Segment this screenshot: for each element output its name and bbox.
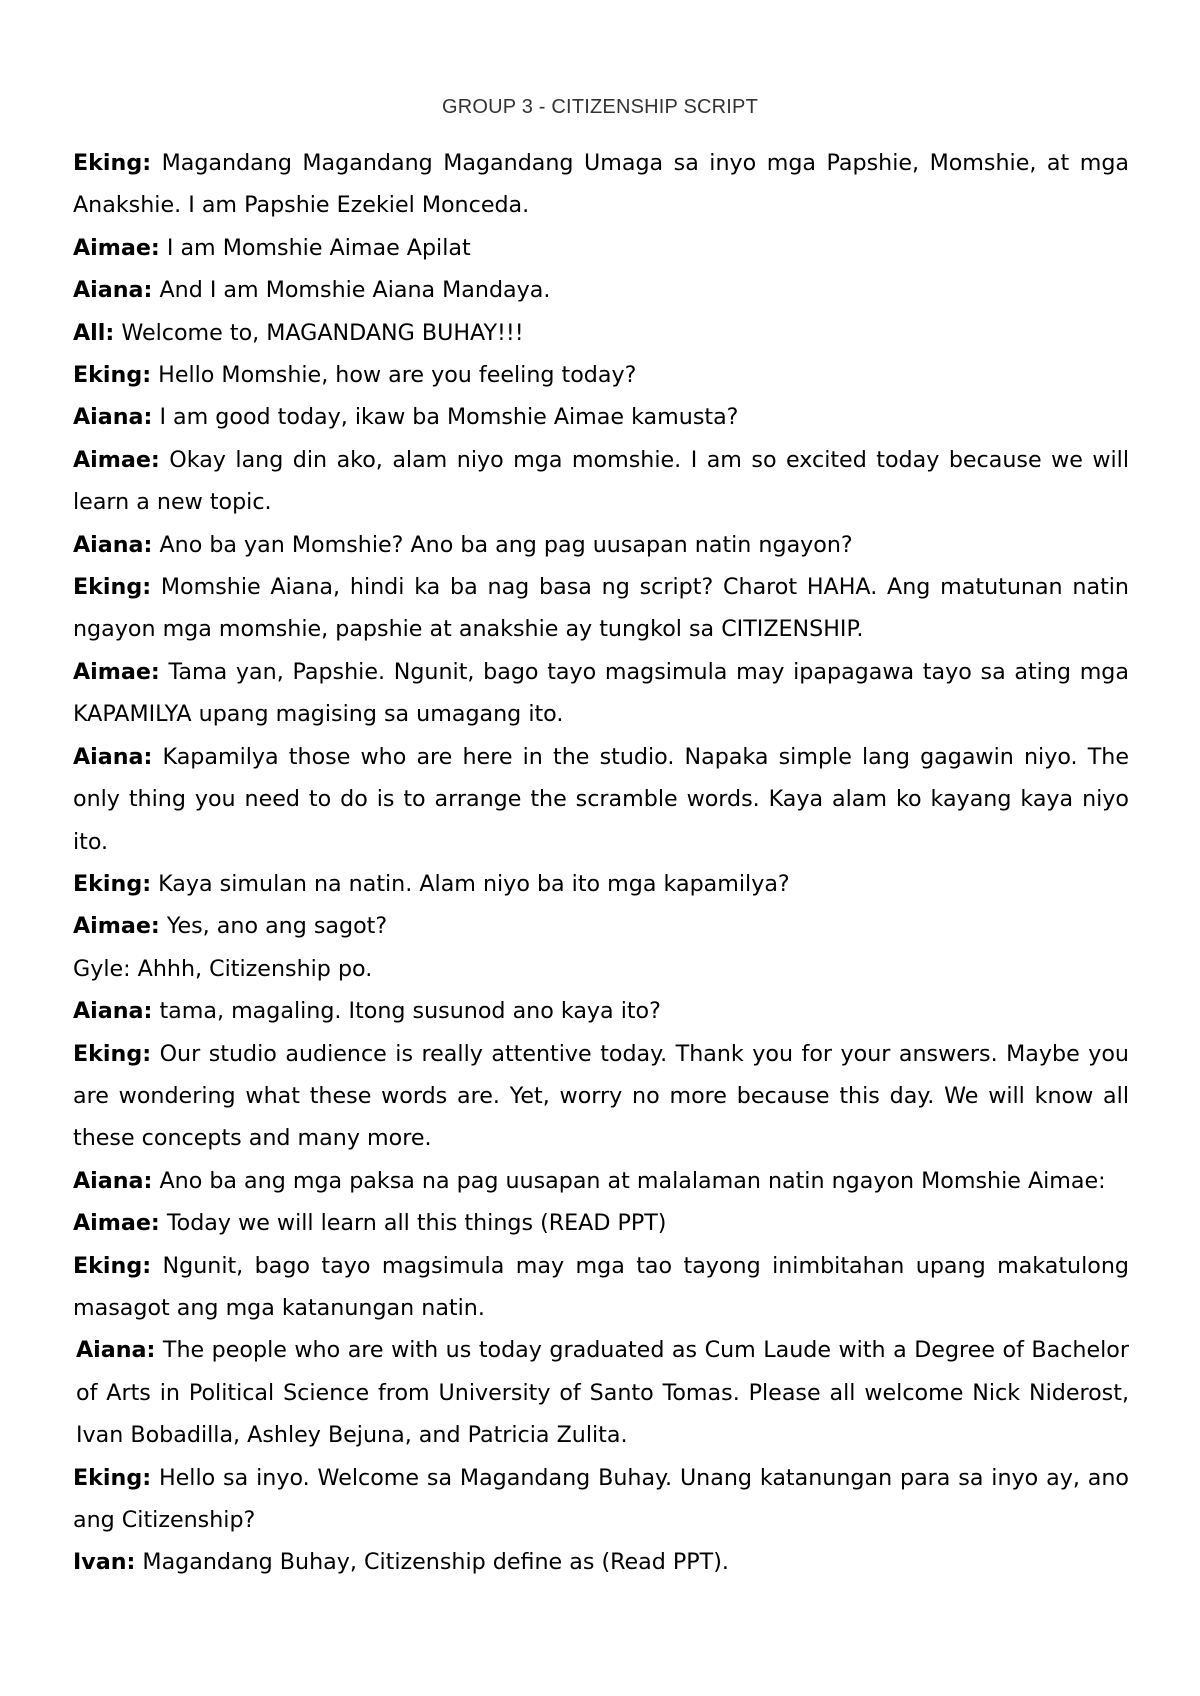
speaker-name: Eking: <box>73 150 152 176</box>
dialogue-text: I am good today, ikaw ba Momshie Aimae kamusta? <box>159 404 739 431</box>
speaker-name: Aimae: <box>73 658 160 685</box>
dialogue-line <box>73 566 1129 651</box>
speaker-name: Aimae: <box>73 1210 160 1237</box>
dialogue-line <box>73 1245 1129 1330</box>
dialogue-text: Ano ba yan Momshie? Ano ba ang pag uusapan natin ngayon? <box>159 531 853 558</box>
speaker-name: Aiana: <box>73 998 153 1025</box>
document-title: GROUP 3 - CITIZENSHIP SCRIPT <box>441 96 759 118</box>
speaker-name: Aiana: <box>73 277 153 304</box>
speaker-name: Aimae: <box>73 446 160 473</box>
dialogue-text: I am Momshie Aimae Apilat <box>166 234 471 261</box>
script-body <box>73 142 1129 1584</box>
dialogue-line <box>73 905 1129 947</box>
speaker-name: Eking: <box>73 870 152 897</box>
speaker-name: Aimae: <box>73 234 160 261</box>
dialogue-line <box>73 269 1129 311</box>
speaker-name: Eking: <box>73 1040 152 1067</box>
speaker-name: Eking: <box>73 1464 152 1491</box>
speaker-name: Eking: <box>73 1252 152 1279</box>
dialogue-text: Yes, ano ang sagot? <box>166 913 388 940</box>
dialogue-text: Kapamilya those who are here in the studio. Napaka simple lang gagawin niyo. The only thing you need to do is to arrange the scramble words. Kaya alam ko kayang kaya niyo ito. <box>73 743 1129 855</box>
dialogue-text: Hello Momshie, how are you feeling today? <box>158 362 637 389</box>
dialogue-text: Ngunit, bago tayo magsimula may mga tao tayong inimbitahan upang makatulong masagot ang mga katanungan natin. <box>73 1252 1130 1321</box>
speaker-name: Aimae: <box>73 913 160 940</box>
dialogue-text: Tama yan, Papshie. Ngunit, bago tayo magsimula may ipapagawa tayo sa ating mga KAPAMILYA upang magising sa umagang ito. <box>73 658 1129 728</box>
dialogue-text: Gyle: Ahhh, Citizenship po. <box>73 955 373 982</box>
dialogue-text: Kaya simulan na natin. Alam niyo ba ito mga kapamilya? <box>158 870 790 897</box>
speaker-name: Aiana: <box>73 743 153 770</box>
dialogue-text: Okay lang din ako, alam niyo mga momshie. I am so excited today because we will learn a new topic. <box>73 446 1129 516</box>
dialogue-line <box>73 651 1129 736</box>
dialogue-line <box>73 142 1129 227</box>
dialogue-line <box>73 863 1129 905</box>
dialogue-text: Magandang Magandang Magandang Umaga sa inyo mga Papshie, Momshie, at mga Anakshie. I am Papshie Ezekiel Monceda. <box>73 150 1129 219</box>
dialogue-text: Our studio audience is really attentive today. Thank you for your answers. Maybe you are wondering what these words are. Yet, worry no more because this day. We will know all these concepts and many more. <box>73 1040 1129 1152</box>
dialogue-text: Momshie Aiana, hindi ka ba nag basa ng script? Charot HAHA. Ang matutunan natin ngayon mga momshie, papshie at anakshie ay tungkol sa CITIZENSHIP. <box>73 574 1129 643</box>
dialogue-line <box>73 1541 1129 1583</box>
dialogue-line <box>73 396 1129 438</box>
speaker-name: All: <box>73 319 115 346</box>
dialogue-text: Ano ba ang mga paksa na pag uusapan at malalaman natin ngayon Momshie Aimae: <box>159 1167 1106 1194</box>
dialogue-line <box>73 354 1129 396</box>
dialogue-text: Hello sa inyo. Welcome sa Magandang Buhay. Unang katanungan para sa inyo ay, ano ang Citizenship? <box>73 1464 1129 1533</box>
speaker-name: Ivan: <box>73 1549 136 1576</box>
dialogue-line <box>73 1329 1129 1456</box>
dialogue-text: Welcome to, MAGANDANG BUHAY!!! <box>121 319 524 346</box>
speaker-name: Eking: <box>73 362 152 389</box>
dialogue-line <box>73 990 1129 1032</box>
dialogue-text: Today we will learn all this things (READ PPT) <box>166 1210 667 1237</box>
speaker-name: Aiana: <box>73 531 153 558</box>
dialogue-line <box>73 1033 1129 1160</box>
dialogue-line <box>73 227 1129 269</box>
dialogue-text: Magandang Buhay, Citizenship define as (Read PPT). <box>142 1549 729 1576</box>
dialogue-line <box>73 1160 1129 1202</box>
dialogue-text: tama, magaling. Itong susunod ano kaya ito? <box>159 998 661 1025</box>
dialogue-line <box>73 439 1129 524</box>
speaker-name: Aiana: <box>73 1167 153 1194</box>
speaker-name: Aiana: <box>73 404 153 431</box>
dialogue-line <box>73 1457 1129 1542</box>
speaker-name: Aiana: <box>76 1337 156 1364</box>
dialogue-text: The people who are with us today graduated as Cum Laude with a Degree of Bachelor of Arts in Political Science from University of Santo Tomas. Please all welcome Nick Niderost, Ivan Bobadilla, Ashley Bejuna, and Patricia Zulita. <box>76 1337 1129 1449</box>
dialogue-text: And I am Momshie Aiana Mandaya. <box>159 277 551 304</box>
dialogue-line <box>73 312 1129 354</box>
speaker-name: Eking: <box>73 574 152 601</box>
dialogue-line <box>73 1202 1129 1244</box>
dialogue-line <box>73 736 1129 863</box>
dialogue-line <box>73 948 1129 990</box>
dialogue-line <box>73 524 1129 566</box>
